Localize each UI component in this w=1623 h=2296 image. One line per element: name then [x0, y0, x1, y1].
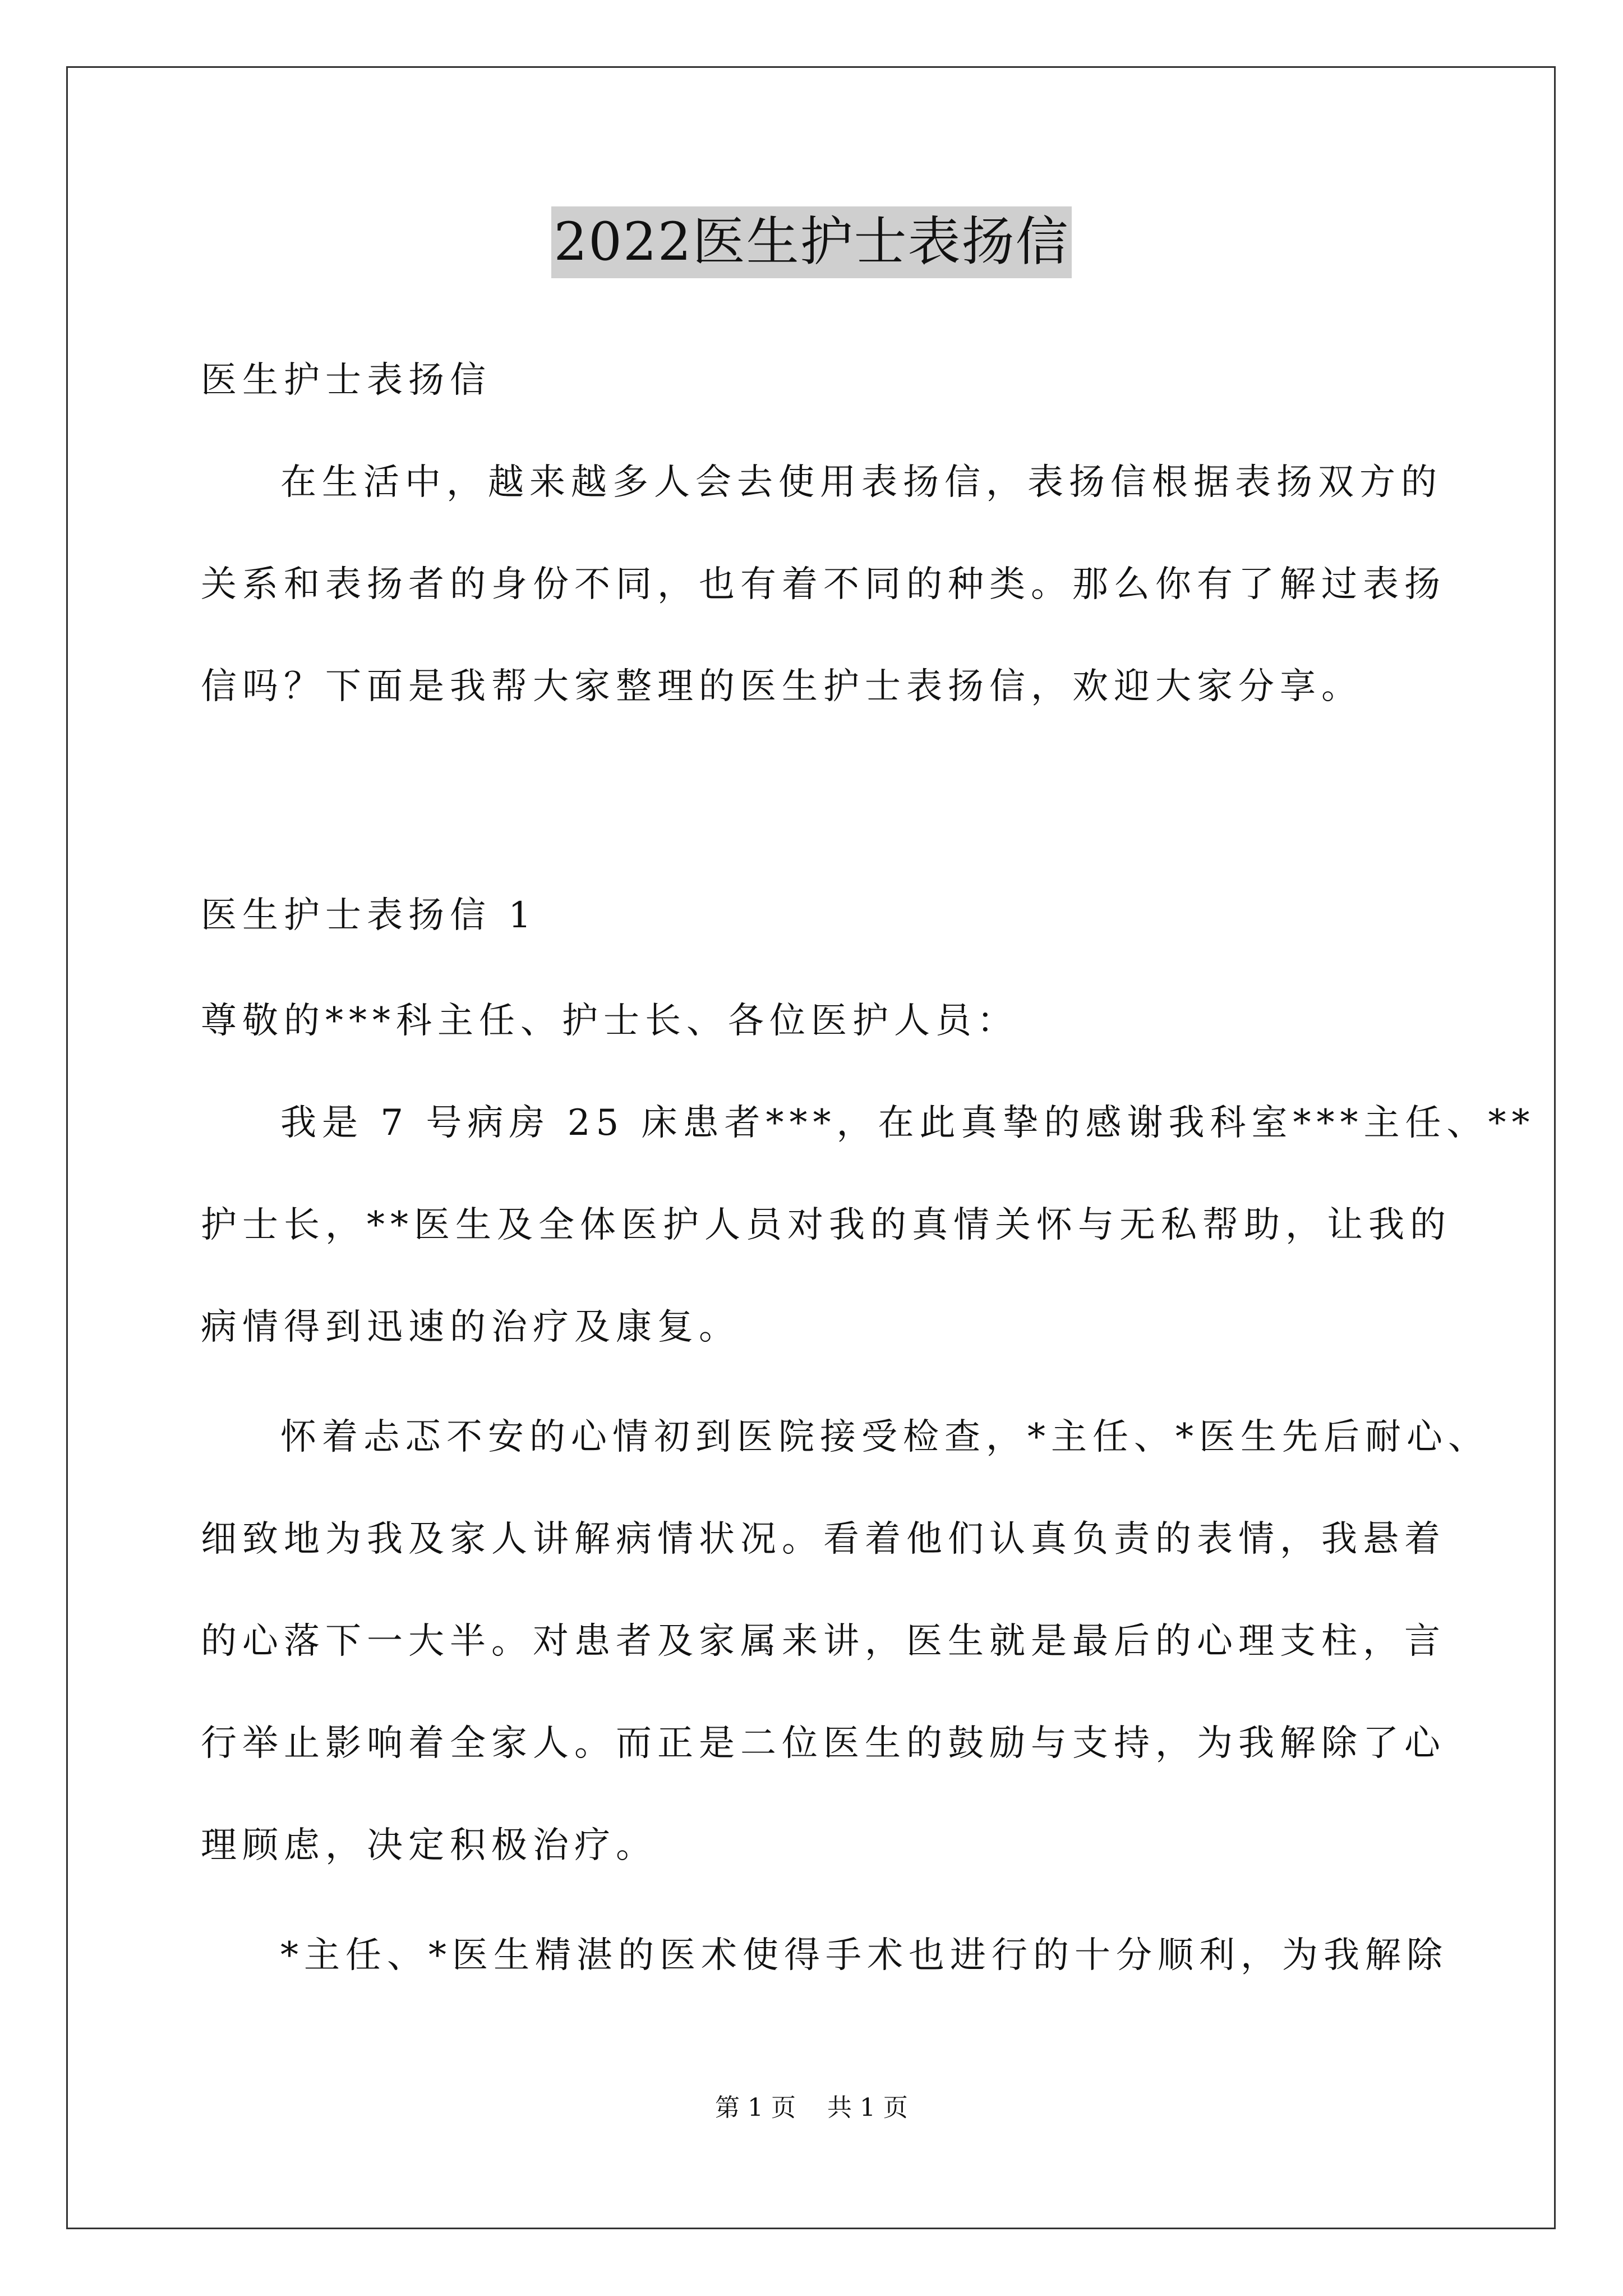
paragraph2-line-4: 行举止影响着全家人。而正是二位医生的鼓励与支持，为我解除了心	[201, 1723, 1446, 1764]
document-title: 2022医生护士表扬信	[551, 206, 1071, 278]
intro-line-1: 在生活中，越来越多人会去使用表扬信，表扬信根据表扬双方的	[280, 462, 1442, 503]
salutation: 尊敬的***科主任、护士长、各位医护人员：	[201, 1000, 1018, 1042]
page-number-footer: 第 1 页 共 1 页	[715, 2093, 908, 2122]
intro-line-3: 信吗？下面是我帮大家整理的医生护士表扬信，欢迎大家分享。	[201, 666, 1363, 707]
paragraph1-line-1: 我是 7 号病房 25 床患者***，在此真挚的感谢我科室***主任、**	[280, 1102, 1536, 1144]
paragraph1-line-3: 病情得到迅速的治疗及康复。	[201, 1306, 740, 1348]
paragraph2-line-1: 怀着忐忑不安的心情初到医院接受检查，*主任、*医生先后耐心、	[280, 1416, 1490, 1458]
paragraph2-line-3: 的心落下一大半。对患者及家属来讲，医生就是最后的心理支柱，言	[201, 1621, 1446, 1662]
paragraph2-line-5: 理顾虑，决定积极治疗。	[201, 1825, 657, 1866]
subtitle: 医生护士表扬信	[201, 360, 491, 401]
title-container	[0, 206, 1623, 278]
section-heading: 医生护士表扬信 1	[201, 895, 537, 936]
paragraph2-line-2: 细致地为我及家人讲解病情状况。看着他们认真负责的表情，我悬着	[201, 1519, 1446, 1560]
intro-line-2: 关系和表扬者的身份不同，也有着不同的种类。那么你有了解过表扬	[201, 564, 1446, 605]
paragraph1-line-2: 护士长，**医生及全体医护人员对我的真情关怀与无私帮助，让我的	[201, 1204, 1451, 1246]
paragraph3-line-1: *主任、*医生精湛的医术使得手术也进行的十分顺利，为我解除	[280, 1935, 1448, 1976]
